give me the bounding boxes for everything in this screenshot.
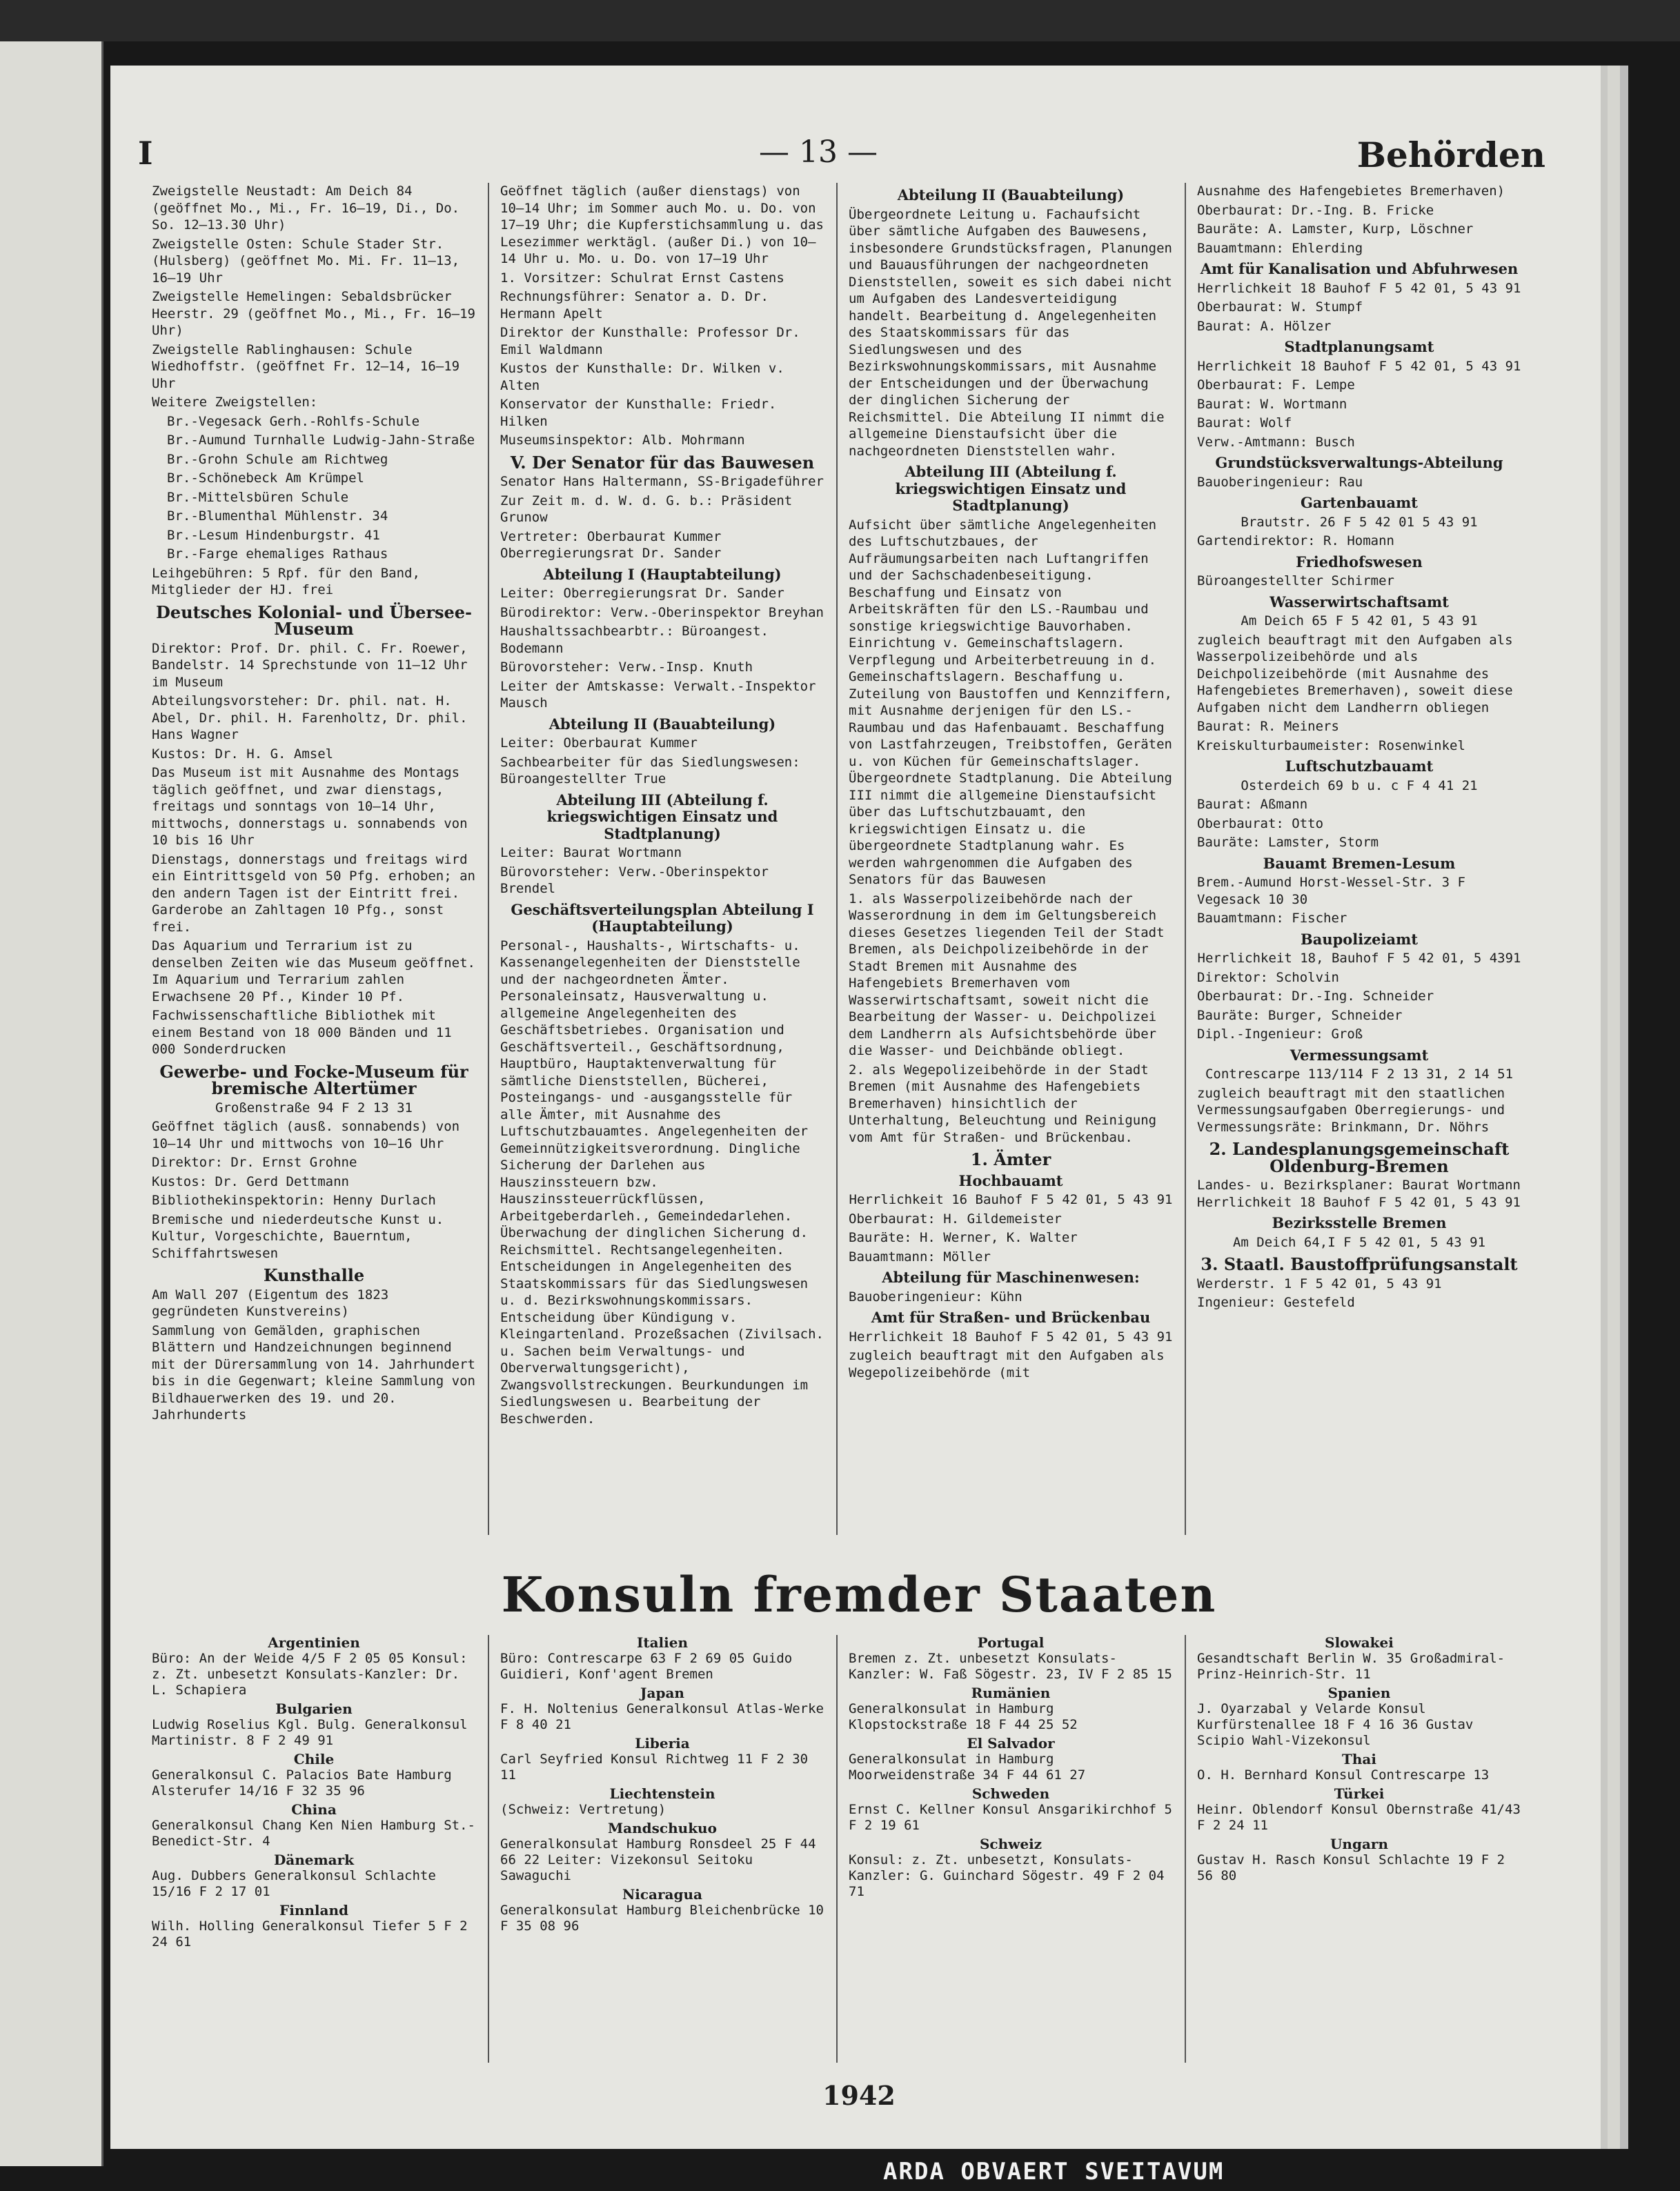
text-entry: Bauoberingenieur: Rau bbox=[1197, 474, 1363, 490]
text-entry: Oberbaurat: W. Stumpf bbox=[1197, 299, 1363, 315]
text-entry: Aufsicht über sämtliche Angelegenheiten des Luftschutzbaues, der Aufräumungsarbeiten nach Luftangriffen und der Sachschadenbeseitigung. Beschaffung und Einsatz von Arbeitskräften für den LS.-Raumbau und sonstige kriegswichtige Bauvorhaben. Einrichtung v. Gemeinschaftslagern. Verpflegung und Arbeiterbetreuung in d. Gemeinschaftslagern. Beschaffung u. Zuteilung von Baustoffen und Kennziffern, mit Ausnahme derjenigen für den LS.-Raumbau und das Hafenbauamt. Beschaffung von Lastfahrzeugen, Treibstoffen, Geräten u. von Küchen für Gemeinschaftslager. Übergeordnete Stadtplanung. Die Abteilung III nimmt die allgemeine Dienstaufsicht über das Luftschutzbauamt, den kriegswichtigen Einsatz u. die übergeordnete Stadtplanung wahr. Es werden wahrgenommen die Aufgaben des Senators für das Bauwesen bbox=[849, 517, 1172, 887]
consulate-details: F. H. Noltenius Generalkonsul Atlas-Werke F 8 40 21 bbox=[500, 1701, 824, 1732]
text-entry: Personal-, Haushalts-, Wirtschafts- u. Kassenangelegenheiten der Dienststelle und der nachgeordneten Ämter. Personaleinsatz, Hausverwaltung u. allgemeine Angelegenheiten des Geschäftsbetriebes. Organisation und Geschäftsverteil., Geschäftsordnung, Hauptbüro, Hauptaktenverwaltung für sämtliche Dienststellen, Bücherei, Posteingangs- und -ausgangsstelle für alle Ämter, mit Ausnahme des Luftschutzbauamtes. Angelegenheiten der Gemeinnützigkeitsverordnung. Dingliche Sicherung der Darlehen aus Hauszinssteuern bzw. Hauszinssteuerrückflüssen, Arbeitgeberdarleh., Gemeindedarlehen. Überwachung der dinglichen Sicherung d. Reichsmittel. Rechtsangelegenheiten. Entscheidungen in Angelegenheiten des Staatskommissars für das Siedlungswesen u. d. Bezirkswohnungskommissars. Entscheidung über Kündigung v. Kleingartenland. Prozeßsachen (Zivilsach. u. Sachen beim Verwaltungs- und Oberverwaltungsgericht), Zwangsvollstreckungen. Beurkundungen im Siedlungswesen u. Bearbeitung der Beschwerden. bbox=[500, 938, 824, 1427]
consulate-entry bbox=[849, 1836, 1173, 1900]
konsuln-columns bbox=[152, 1635, 1525, 2076]
consulate-entry bbox=[152, 1852, 476, 1900]
text-entry: Zweigstelle Hemelingen: Sebaldsbrücker Heerstr. 29 (geöffnet Mo., Mi., Fr. 16–19 Uhr) bbox=[152, 289, 475, 338]
text-entry: Oberbaurat: H. Gildemeister bbox=[849, 1211, 1062, 1227]
konsuln-column-3 bbox=[849, 1635, 1173, 2076]
text-entry: Zweigstelle Neustadt: Am Deich 84 (geöffnet Mo., Mi., Fr. 16–19, Di., Do. So. 12–13.30 Uhr) bbox=[152, 184, 460, 232]
text-entry: Abteilungsvorsteher: Dr. phil. nat. H. Abel, Dr. phil. H. Farenholtz, Dr. phil. Hans Wagner bbox=[152, 693, 468, 742]
consulate-entry bbox=[849, 1786, 1173, 1834]
text-column-4 bbox=[1197, 183, 1521, 1563]
text-entry: Bauamtmann: Fischer bbox=[1197, 911, 1347, 926]
text-entry: Werderstr. 1 F 5 42 01, 5 43 91 bbox=[1197, 1276, 1442, 1291]
text-entry: Oberbaurat: Dr.-Ing. Schneider bbox=[1197, 989, 1434, 1004]
text-entry: Leihgebühren: 5 Rpf. für den Band, Mitglieder der HJ. frei bbox=[152, 565, 420, 597]
text-entry: Büroangestellter Schirmer bbox=[1197, 573, 1394, 588]
consulate-entry bbox=[152, 1635, 476, 1698]
text-column-3 bbox=[849, 183, 1173, 1563]
text-entry: Weitere Zweigstellen: bbox=[152, 395, 318, 410]
text-entry: 1. Vorsitzer: Schulrat Ernst Castens bbox=[500, 270, 784, 286]
column-divider bbox=[488, 183, 489, 1535]
text-entry: Konservator der Kunsthalle: Friedr. Hilken bbox=[500, 397, 777, 429]
consulate-entry bbox=[152, 1701, 476, 1749]
consulate-entry bbox=[1197, 1786, 1521, 1834]
text-entry: Kustos der Kunsthalle: Dr. Wilken v. Alten bbox=[500, 361, 784, 393]
previous-page-edge bbox=[0, 41, 103, 2166]
consulate-details: Gesandtschaft Berlin W. 35 Großadmiral-Prinz-Heinrich-Str. 11 bbox=[1197, 1651, 1505, 1682]
text-entry: 2. als Wegepolizeibehörde in der Stadt Bremen (mit Ausnahme des Hafengebiets Bremerhaven) hinsichtlich der Unterhaltung, Beleuchtung und Reinigung vom Amt für Straßen- und Brückenbau. bbox=[849, 1062, 1157, 1145]
text-entry: Übergeordnete Leitung u. Fachaufsicht über sämtliche Aufgaben des Bauwesens, insbesondere Grundstücksfragen, Planungen und Bauausführungen der nachgeordneten Dienststellen, soweit es sich dabei nicht um Aufgaben des Landesverteidigung handelt. Bearbeitung d. Angelegenheiten des Staatskommissars für das Siedlungswesen und des Bezirkswohnungskommissars, mit Ausnahme der Entscheidungen und der Überwachung der dinglichen Sicherung der Reichsmittel. Die Abteilung II nimmt die allgemeine Dienstaufsicht über die nachgeordneten Dienststellen wahr. bbox=[849, 206, 1172, 459]
text-entry: Osterdeich 69 b u. c F 4 41 21 bbox=[1241, 777, 1478, 793]
text-entry: Br.-Blumenthal Mühlenstr. 34 bbox=[167, 508, 388, 524]
section-heading: Abteilung I (Hauptabteilung) bbox=[543, 565, 782, 583]
section-heading: V. Der Senator für das Bauwesen bbox=[510, 452, 815, 473]
text-entry: Bauräte: Burger, Schneider bbox=[1197, 1007, 1403, 1023]
text-entry: Das Aquarium und Terrarium ist zu denselben Zeiten wie das Museum geöffnet. Im Aquarium und Terrarium zahlen Erwachsene 20 Pf., Kinder 10 Pf. bbox=[152, 938, 475, 1004]
text-entry: Br.-Grohn Schule am Richtweg bbox=[167, 451, 388, 467]
section-heading: Luftschutzbauamt bbox=[1285, 757, 1434, 775]
country-name: Mandschukuo bbox=[608, 1820, 717, 1836]
text-entry: Am Deich 65 F 5 42 01, 5 43 91 bbox=[1241, 613, 1478, 628]
consulate-details: Generalkonsul Chang Ken Nien Hamburg St.-Benedict-Str. 4 bbox=[152, 1818, 475, 1849]
text-entry: Dienstags, donnerstags und freitags wird ein Eintrittsgeld von 50 Pfg. erhoben; an den andern Tagen ist der Eintritt frei. Garderobe an Zahltagen 10 Pfg., sonst frei. bbox=[152, 851, 475, 935]
text-entry: Bauoberingenieur: Kühn bbox=[849, 1289, 1022, 1305]
text-entry: Bauamtmann: Möller bbox=[849, 1249, 991, 1265]
text-entry: Brautstr. 26 F 5 42 01 5 43 91 bbox=[1241, 514, 1478, 530]
section-heading: Grundstücksverwaltungs-Abteilung bbox=[1215, 454, 1503, 471]
consulate-details: Gustav H. Rasch Konsul Schlachte 19 F 2 56 80 bbox=[1197, 1852, 1505, 1883]
section-heading: Bauamt Bremen-Lesum bbox=[1263, 854, 1456, 872]
text-entry: Direktor: Scholvin bbox=[1197, 969, 1339, 985]
section-heading: Abteilung III (Abteilung f. kriegswichtigen Einsatz und Stadtplanung) bbox=[895, 463, 1127, 514]
text-entry: Leiter der Amtskasse: Verwalt.-Inspektor Mausch bbox=[500, 678, 816, 711]
text-entry: Bibliothekinspektorin: Henny Durlach bbox=[152, 1193, 436, 1208]
text-entry: Sachbearbeiter für das Siedlungswesen: Büroangestellter True bbox=[500, 754, 800, 786]
consulate-details: Carl Seyfried Konsul Richtweg 11 F 2 30 11 bbox=[500, 1752, 809, 1783]
consulate-entry bbox=[1197, 1635, 1521, 1683]
text-entry: Baurat: A. Hölzer bbox=[1197, 318, 1332, 334]
column-divider bbox=[1185, 1635, 1186, 2063]
section-heading: Abteilung II (Bauabteilung) bbox=[897, 186, 1125, 204]
country-name: Ungarn bbox=[1330, 1836, 1388, 1852]
country-name: Slowakei bbox=[1325, 1635, 1394, 1651]
section-heading: Bezirksstelle Bremen bbox=[1272, 1214, 1447, 1231]
consulate-entry bbox=[500, 1685, 824, 1733]
text-entry: Direktor: Dr. Ernst Grohne bbox=[152, 1155, 357, 1170]
country-name: Thai bbox=[1342, 1751, 1376, 1767]
text-entry: Bürovorsteher: Verw.-Insp. Knuth bbox=[500, 660, 753, 675]
header-left-mark: I bbox=[138, 135, 153, 172]
consulate-details: Generalkonsulat in Hamburg Klopstockstraße 18 F 44 25 52 bbox=[849, 1701, 1078, 1732]
text-entry: Bremische und niederdeutsche Kunst u. Kultur, Vorgeschichte, Bauerntum, Schiffahrtswesen bbox=[152, 1211, 444, 1261]
text-entry: Oberbaurat: Otto bbox=[1197, 815, 1324, 831]
text-entry: Leiter: Oberbaurat Kummer bbox=[500, 735, 698, 751]
text-entry: Br.-Aumund Turnhalle Ludwig-Jahn-Straße bbox=[167, 433, 475, 448]
section-heading: Stadtplanungsamt bbox=[1284, 338, 1434, 355]
column-divider bbox=[488, 1635, 489, 2063]
text-entry: Ingenieur: Gestefeld bbox=[1197, 1295, 1355, 1310]
country-name: Japan bbox=[640, 1685, 684, 1701]
consulate-details: J. Oyarzabal y Velarde Konsul Kurfürstenallee 18 F 4 16 36 Gustav Scipio Wahl-Vizekonsul bbox=[1197, 1701, 1474, 1748]
text-entry: Br.-Lesum Hindenburgstr. 41 bbox=[167, 527, 380, 543]
text-entry: Am Wall 207 (Eigentum des 1823 gegründeten Kunstvereins) bbox=[152, 1287, 389, 1319]
text-entry: Landes- u. Bezirksplaner: Baurat Wortmann Herrlichkeit 18 Bauhof F 5 42 01, 5 43 91 bbox=[1197, 1178, 1521, 1210]
section-heading: Abteilung III (Abteilung f. kriegswichtigen Einsatz und Stadtplanung) bbox=[546, 791, 778, 842]
text-entry: Bauräte: H. Werner, K. Walter bbox=[849, 1230, 1078, 1245]
text-entry: Baurat: R. Meiners bbox=[1197, 719, 1339, 734]
text-entry: Sammlung von Gemälden, graphischen Blättern und Handzeichnungen beginnend mit der Dürersammlung von 14. Jahrhundert bis in die Gegenwart; kleine Sammlung von Bildhauerwerken des 19. und 20. Jahrhunderts bbox=[152, 1322, 475, 1422]
consulate-details: Büro: Contrescarpe 63 F 2 69 05 Guido Guidieri, Konf'agent Bremen bbox=[500, 1651, 793, 1682]
text-entry: Geöffnet täglich (ausß. sonnabends) von 10–14 Uhr und mittwochs von 10–16 Uhr bbox=[152, 1119, 460, 1151]
text-entry: Leiter: Baurat Wortmann bbox=[500, 845, 682, 860]
text-entry: Herrlichkeit 18, Bauhof F 5 42 01, 5 4391 bbox=[1197, 951, 1521, 966]
country-name: Argentinien bbox=[268, 1635, 360, 1651]
consulate-details: (Schweiz: Vertretung) bbox=[500, 1802, 666, 1817]
section-heading: Amt für Straßen- und Brückenbau bbox=[871, 1309, 1151, 1326]
consulate-entry bbox=[152, 1802, 476, 1850]
bottom-film-strip: ARDA OBVAERT SVEITAVUM bbox=[883, 2158, 1225, 2185]
text-entry: Direktor: Prof. Dr. phil. C. Fr. Roewer, Bandelstr. 14 Sprechstunde von 11–12 Uhr im Museum bbox=[152, 640, 468, 690]
country-name: Spanien bbox=[1327, 1685, 1391, 1701]
text-entry: Leiter: Oberregierungsrat Dr. Sander bbox=[500, 586, 784, 601]
section-heading: Baupolizeiamt bbox=[1300, 930, 1419, 948]
country-name: Bulgarien bbox=[275, 1701, 353, 1717]
consulate-details: Generalkonsulat Hamburg Bleichenbrücke 10 F 35 08 96 bbox=[500, 1903, 824, 1934]
text-entry: Br.-Mittelsbüren Schule bbox=[167, 489, 349, 505]
text-entry: Baurat: Wolf bbox=[1197, 415, 1292, 430]
consulate-details: Bremen z. Zt. unbesetzt Konsulats-Kanzler: W. Faß Sögestr. 23, IV F 2 85 15 bbox=[849, 1651, 1172, 1682]
section-heading: Abteilung II (Bauabteilung) bbox=[549, 715, 776, 733]
section-heading: Wasserwirtschaftsamt bbox=[1269, 593, 1449, 611]
consulate-entry bbox=[849, 1635, 1173, 1683]
text-entry: Zweigstelle Rablinghausen: Schule Wiedhoffstr. (geöffnet Fr. 12–14, 16–19 Uhr bbox=[152, 341, 460, 391]
country-name: Türkei bbox=[1334, 1785, 1385, 1802]
consulate-details: Ernst C. Kellner Konsul Ansgarikirchhof 5 F 2 19 61 bbox=[849, 1802, 1172, 1833]
country-name: El Salvador bbox=[967, 1735, 1055, 1752]
document-page bbox=[110, 66, 1608, 2149]
text-entry: Bauräte: A. Lamster, Kurp, Löschner bbox=[1197, 221, 1474, 237]
consulate-entry bbox=[1197, 1752, 1521, 1783]
consulate-details: Generalkonsulat Hamburg Ronsdeel 25 F 44 66 22 Leiter: Vizekonsul Seitoku Sawaguchi bbox=[500, 1836, 816, 1883]
text-entry: Kreiskulturbaumeister: Rosenwinkel bbox=[1197, 737, 1465, 753]
country-name: Schweiz bbox=[979, 1836, 1042, 1852]
consulate-entry bbox=[152, 1752, 476, 1799]
country-name: Schweden bbox=[971, 1785, 1050, 1802]
section-heading: Kunsthalle bbox=[263, 1265, 365, 1285]
text-entry: Am Deich 64,I F 5 42 01, 5 43 91 bbox=[1232, 1234, 1486, 1250]
text-entry: Bürodirektor: Verw.-Oberinspektor Breyhan bbox=[500, 604, 824, 620]
text-entry: Contrescarpe 113/114 F 2 13 31, 2 14 51 bbox=[1205, 1067, 1514, 1082]
consulate-details: Konsul: z. Zt. unbesetzt, Konsulats-Kanzler: G. Guinchard Sögestr. 49 F 2 04 71 bbox=[849, 1852, 1165, 1899]
konsuln-column-4 bbox=[1197, 1635, 1521, 2076]
text-entry: Br.-Farge ehemaliges Rathaus bbox=[167, 546, 388, 562]
country-name: Rumänien bbox=[971, 1685, 1051, 1701]
year-footer: 1942 bbox=[822, 2080, 896, 2111]
section-heading: 3. Staatl. Baustoffprüfungsanstalt bbox=[1200, 1254, 1518, 1274]
column-divider bbox=[836, 183, 838, 1535]
text-entry: Bauamtmann: Ehlerding bbox=[1197, 240, 1363, 256]
text-entry: Kustos: Dr. H. G. Amsel bbox=[152, 746, 334, 762]
section-heading: 1. Ämter bbox=[970, 1149, 1051, 1169]
text-entry: Baurat: Aßmann bbox=[1197, 797, 1308, 812]
section-heading: Friedhofswesen bbox=[1296, 553, 1423, 571]
country-name: Italien bbox=[636, 1635, 688, 1651]
text-entry: Haushaltssachbearbtr.: Büroangest. Bodemann bbox=[500, 624, 769, 656]
text-entry: Br.-Schönebeck Am Krümpel bbox=[167, 470, 364, 486]
text-entry: Kustos: Dr. Gerd Dettmann bbox=[152, 1173, 349, 1189]
country-name: Nicaragua bbox=[622, 1886, 702, 1903]
section-heading: 2. Landesplanungsgemeinschaft Oldenburg-Bremen bbox=[1209, 1139, 1510, 1176]
text-entry: Fachwissenschaftliche Bibliothek mit einem Bestand von 18 000 Bänden und 11 000 Sonderdrucken bbox=[152, 1008, 452, 1057]
consulate-details: Ludwig Roselius Kgl. Bulg. Generalkonsul Martinistr. 8 F 2 49 91 bbox=[152, 1717, 468, 1748]
text-entry: Das Museum ist mit Ausnahme des Montags täglich geöffnet, und zwar dienstags, freitags und sonntags von 10–14 Uhr, mittwochs, donnerstags u. sonnabends von 10 bis 16 Uhr bbox=[152, 765, 468, 848]
page-header bbox=[138, 135, 1545, 183]
consulate-details: Heinr. Oblendorf Konsul Obernstraße 41/43 F 2 24 11 bbox=[1197, 1802, 1521, 1833]
text-columns bbox=[152, 183, 1525, 1563]
text-entry: Geöffnet täglich (außer dienstags) von 10–14 Uhr; im Sommer auch Mo. u. Do. von 17–19 Uhr; die Kupferstichsammlung u. das Lesezimmer werktägl. (außer Di.) von 10–14 Uhr u. Mo. u. Do. von 17–19 Uhr bbox=[500, 184, 824, 266]
section-heading: Amt für Kanalisation und Abfuhrwesen bbox=[1200, 260, 1519, 277]
text-entry: Direktor der Kunsthalle: Professor Dr. Emil Waldmann bbox=[500, 325, 800, 357]
consulate-details: Aug. Dubbers Generalkonsul Schlachte 15/16 F 2 17 01 bbox=[152, 1868, 436, 1899]
text-entry: Bürovorsteher: Verw.-Oberinspektor Brendel bbox=[500, 864, 769, 896]
text-entry: Vertreter: Oberbaurat Kummer Oberregierungsrat Dr. Sander bbox=[500, 528, 722, 561]
konsuln-column-2 bbox=[500, 1635, 824, 2076]
section-heading: Geschäftsverteilungsplan Abteilung I (Hauptabteilung) bbox=[511, 900, 814, 935]
text-entry: Großenstraße 94 F 2 13 31 bbox=[215, 1100, 413, 1116]
section-title: Behörden bbox=[1356, 135, 1545, 175]
section-heading: Abteilung für Maschinenwesen: bbox=[882, 1269, 1140, 1286]
country-name: Finnland bbox=[279, 1902, 348, 1919]
section-heading: Hochbauamt bbox=[958, 1171, 1063, 1189]
text-entry: Museumsinspektor: Alb. Mohrmann bbox=[500, 433, 745, 448]
country-name: China bbox=[291, 1801, 337, 1818]
text-entry: Herrlichkeit 18 Bauhof F 5 42 01, 5 43 91 bbox=[1197, 280, 1521, 296]
text-entry: Br.-Vegesack Gerh.-Rohlfs-Schule bbox=[167, 413, 420, 429]
konsuln-column-1 bbox=[152, 1635, 476, 2076]
section-heading: Vermessungsamt bbox=[1289, 1046, 1429, 1064]
text-entry: Senator Hans Haltermann, SS-Brigadeführer bbox=[500, 474, 824, 489]
column-divider bbox=[836, 1635, 838, 2063]
consulate-entry bbox=[849, 1736, 1173, 1783]
country-name: Dänemark bbox=[273, 1852, 355, 1868]
section-heading: Deutsches Kolonial- und Übersee-Museum bbox=[155, 602, 472, 639]
consulate-entry bbox=[1197, 1836, 1521, 1884]
text-entry: Ausnahme des Hafengebietes Bremerhaven) bbox=[1197, 184, 1505, 199]
text-entry: Zur Zeit m. d. W. d. G. b.: Präsident Grunow bbox=[500, 493, 793, 525]
country-name: Portugal bbox=[977, 1635, 1045, 1651]
text-entry: Zweigstelle Osten: Schule Stader Str. (Hulsberg) (geöffnet Mo. Mi. Fr. 11–13, 16–19 Uhr bbox=[152, 236, 460, 286]
consulate-entry bbox=[1197, 1685, 1521, 1749]
text-entry: Bauräte: Lamster, Storm bbox=[1197, 835, 1379, 850]
text-entry: Gartendirektor: R. Homann bbox=[1197, 533, 1394, 548]
text-entry: zugleich beauftragt mit den staatlichen Vermessungsaufgaben Oberregierungs- und Vermessungsräte: Brinkmann, Dr. Nöhrs bbox=[1197, 1085, 1505, 1135]
consulate-details: Generalkonsul C. Palacios Bate Hamburg Alsterufer 14/16 F 32 35 96 bbox=[152, 1767, 452, 1798]
section-heading: Gewerbe- und Focke-Museum für bremische Altertümer bbox=[159, 1061, 468, 1098]
country-name: Liberia bbox=[635, 1735, 690, 1752]
text-entry: Herrlichkeit 18 Bauhof F 5 42 01, 5 43 91 bbox=[1197, 358, 1521, 374]
consulate-entry bbox=[152, 1903, 476, 1950]
section-heading: Gartenbauamt bbox=[1300, 494, 1419, 511]
consulate-entry bbox=[500, 1887, 824, 1934]
text-entry: Herrlichkeit 18 Bauhof F 5 42 01, 5 43 91 bbox=[849, 1329, 1173, 1345]
text-entry: Baurat: W. Wortmann bbox=[1197, 396, 1347, 412]
text-entry: Verw.-Amtmann: Busch bbox=[1197, 434, 1355, 450]
consulate-details: Wilh. Holling Generalkonsul Tiefer 5 F 2 24 61 bbox=[152, 1919, 468, 1950]
consulate-details: O. H. Bernhard Konsul Contrescarpe 13 bbox=[1197, 1767, 1490, 1783]
consulate-entry bbox=[500, 1635, 824, 1683]
text-column-1 bbox=[152, 183, 476, 1563]
consulate-entry bbox=[500, 1821, 824, 1884]
text-entry: zugleich beauftragt mit den Aufgaben als Wasserpolizeibehörde und als Deichpolizeibehörde (mit Ausnahme des Hafengebietes Bremerhaven), soweit diese Aufgaben nicht dem Landherrn obliegen bbox=[1197, 632, 1513, 715]
consulate-entry bbox=[500, 1786, 824, 1818]
text-entry: Brem.-Aumund Horst-Wessel-Str. 3 F Vegesack 10 30 bbox=[1197, 875, 1465, 907]
text-entry: Rechnungsführer: Senator a. D. Dr. Hermann Apelt bbox=[500, 289, 769, 321]
text-entry: Dipl.-Ingenieur: Groß bbox=[1197, 1027, 1363, 1042]
text-entry: 1. als Wasserpolizeibehörde nach der Wasserordnung in dem im Geltungsbereich dieses Gesetzes liegenden Teil der Stadt Bremen, als Deichpolizeibehörde in der Stadt Bremen mit Ausnahme des Hafengebiets Bremerhaven vom Wasserwirtschaftsamt, soweit nicht die Bearbeitung der Wasser- u. Deichpolizei dem Landherrn als Aufsichtsbehörde über die Wasser- und Deichbände obliegt. bbox=[849, 891, 1165, 1058]
consulate-details: Büro: An der Weide 4/5 F 2 05 05 Konsul: z. Zt. unbesetzt Konsulats-Kanzler: Dr. L. Schapiera bbox=[152, 1651, 468, 1698]
country-name: Liechtenstein bbox=[609, 1785, 715, 1802]
page-number: — 13 — bbox=[759, 135, 878, 170]
text-entry: Oberbaurat: F. Lempe bbox=[1197, 377, 1355, 393]
consulate-entry bbox=[849, 1685, 1173, 1733]
scan-top-edge bbox=[0, 0, 1680, 41]
text-entry: Oberbaurat: Dr.-Ing. B. Fricke bbox=[1197, 202, 1434, 218]
text-entry: Herrlichkeit 16 Bauhof F 5 42 01, 5 43 91 bbox=[849, 1192, 1173, 1207]
consulate-details: Generalkonsulat in Hamburg Moorweidenstraße 34 F 44 61 27 bbox=[849, 1752, 1086, 1783]
consulate-entry bbox=[500, 1736, 824, 1783]
konsuln-title: Konsuln fremder Staaten bbox=[501, 1566, 1217, 1623]
country-name: Chile bbox=[293, 1751, 335, 1767]
text-column-2 bbox=[500, 183, 824, 1563]
text-entry: zugleich beauftragt mit den Aufgaben als Wegepolizeibehörde (mit bbox=[849, 1348, 1165, 1380]
column-divider bbox=[1185, 183, 1186, 1535]
